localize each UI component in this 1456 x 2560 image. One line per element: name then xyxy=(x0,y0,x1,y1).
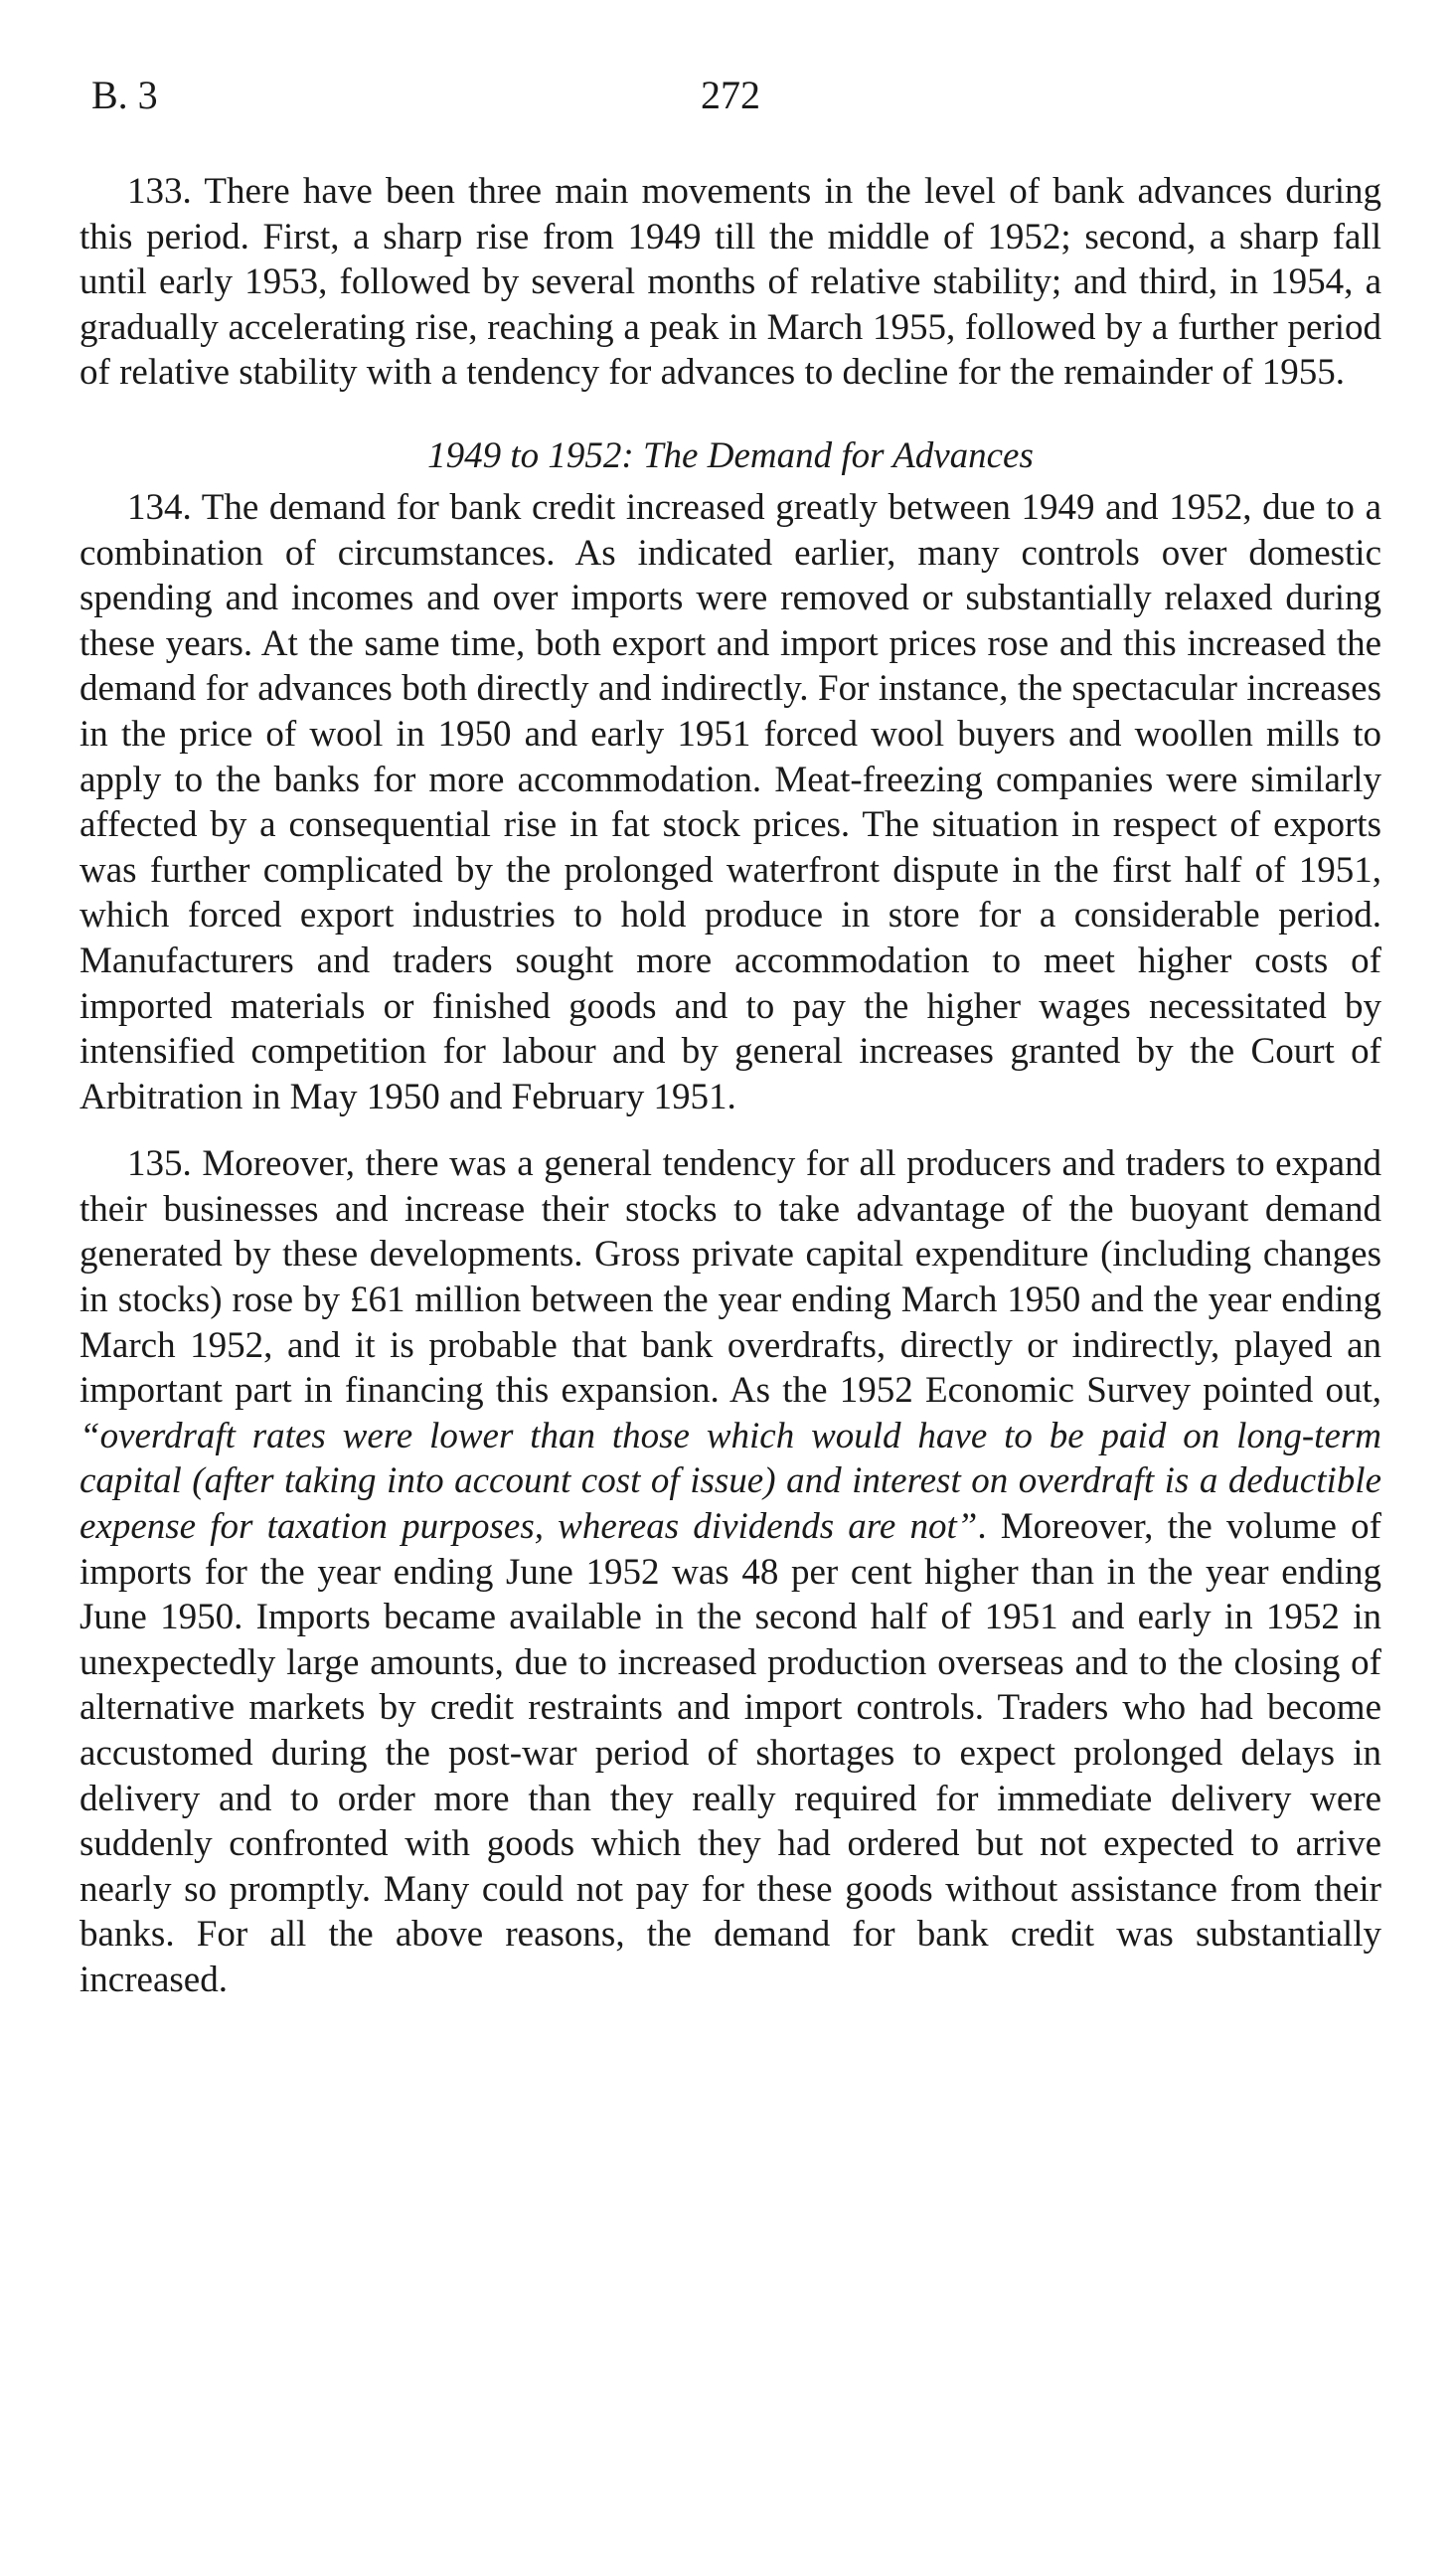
economic-survey-quote: “overdraft rates were lower than those which would have to be paid on long-term capital (after taking into account cost of issue) and interest on overdraft is a deductible expense for taxation purposes, whereas dividends are not” xyxy=(80,1415,1381,1548)
section-subheading: 1949 to 1952: The Demand for Advances xyxy=(427,434,1034,476)
page-number: 272 xyxy=(701,73,760,117)
document-page xyxy=(80,60,1381,2003)
paragraph-135-rest: . Moreover, the volume of imports for the year ending June 1952 was 48 per cent higher than in the year ending June 1950. Imports became available in the second half of 1951 and early in 1952 in unexpectedly large amounts, due to increased production overseas and to the closing of alternative markets by credit restraints and import controls. Traders who had become accustomed during the post-war period of shortages to expect prolonged delays in delivery and to order more than they really required for immediate delivery were suddenly confronted with goods which they had ordered but not expected to arrive nearly so promptly. Many could not pay for these goods without assistance from their banks. For all the above reasons, the demand for bank credit was substantially increased. xyxy=(80,1506,1381,2000)
paragraph-135 xyxy=(80,1141,1381,2002)
paragraph-134: 134. The demand for bank credit increased greatly between 1949 and 1952, due to a combination of circumstances. As indicated earlier, many controls over domestic spending and incomes and over imports were removed or substantially relaxed during these years. At the same time, both export and import prices rose and this increased the demand for advances both directly and indirectly. For instance, the spectacular increases in the price of wool in 1950 and early 1951 forced wool buyers and woollen mills to apply to the banks for more accommodation. Meat-freezing companies were similarly affected by a consequential rise in fat stock prices. The situation in respect of exports was further complicated by the prolonged waterfront dispute in the first half of 1951, which forced export industries to hold produce in store for a considerable period. Manufacturers and traders sought more accommodation to meet higher costs of imported materials or finished goods and to pay the higher wages necessitated by intensified competition for labour and by general increases granted by the Court of Arbitration in May 1950 and February 1951. xyxy=(80,486,1381,1117)
series-label: B. 3 xyxy=(91,73,158,117)
paragraph-133: 133. There have been three main movements in the level of bank advances during this period. First, a sharp rise from 1949 till the middle of 1952; second, a sharp fall until early 1953, followed by several months of relative stability; and third, in 1954, a gradually accelerating rise, reaching a peak in March 1955, followed by a further period of relative stability with a tendency for advances to decline for the remainder of 1955. xyxy=(80,171,1381,394)
paragraph-135-intro: 135. Moreover, there was a general tendency for all producers and traders to expand their businesses and increase their stocks to take advantage of the buoyant demand generated by these developments. Gross private capital expenditure (including changes in stocks) rose by £61 million between the year ending March 1950 and the year ending March 1952, and it is probable that bank overdrafts, directly or indirectly, played an important part in financing this expansion. As the 1952 Economic Survey pointed out, xyxy=(80,1143,1381,1412)
page-header xyxy=(80,60,1381,129)
